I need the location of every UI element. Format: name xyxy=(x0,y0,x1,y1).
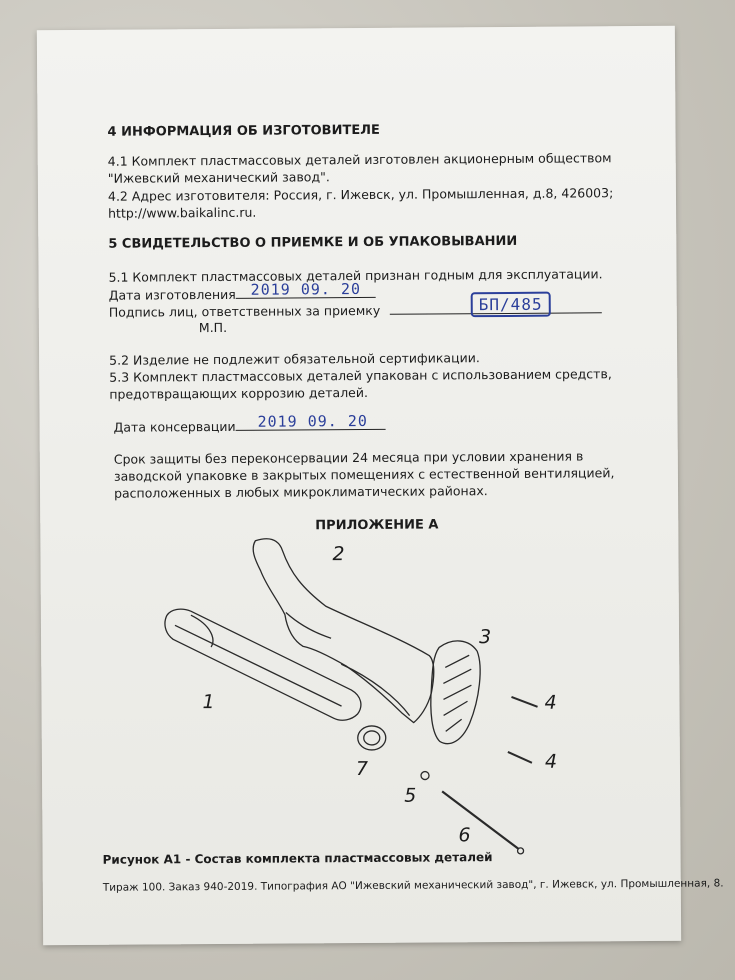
part-2-buttstock xyxy=(253,538,434,724)
part-label-6: 6 xyxy=(458,824,471,847)
part-6-bolt xyxy=(442,791,518,850)
section5-p53-line1: 5.3 Комплект пластмассовых деталей упакован с использованием средств, xyxy=(109,366,612,385)
part-label-1: 1 xyxy=(202,691,215,714)
section5-p51: 5.1 Комплект пластмассовых деталей признан годным для эксплуатации. xyxy=(108,266,603,285)
manufacture-date-stamp: 2019 09. 20 xyxy=(250,279,362,299)
stamp-number: 485 xyxy=(510,294,543,314)
signature-label: Подпись лиц, ответственных за приемку xyxy=(108,302,381,320)
figure-caption: Рисунок А1 - Состав комплекта пластмассовых деталей xyxy=(102,850,493,867)
storage-line1: Срок защиты без переконсервации 24 месяца при условии хранения в xyxy=(113,448,584,467)
conservation-date-stamp: 2019 09. 20 xyxy=(257,411,368,431)
section4-p2-line1: 4.2 Адрес изготовителя: Россия, г. Ижевск, ул. Промышленная, д.8, 426003; xyxy=(107,185,614,204)
section4-p2-line2: http://www.baikalinc.ru. xyxy=(108,204,257,221)
manufacture-date-label: Дата изготовления xyxy=(108,286,236,303)
section4-heading: 4 ИНФОРМАЦИЯ ОБ ИЗГОТОВИТЕЛЕ xyxy=(107,122,380,140)
part-label-4-top: 4 xyxy=(544,691,557,714)
print-footer: Тираж 100. Заказ 940-2019. Типография АО "Ижевский механический завод", г. Ижевск, ул. Промышленная, 8. xyxy=(102,877,724,894)
section4-p1-line2: "Ижевский механический завод". xyxy=(107,169,330,186)
part-label-3: 3 xyxy=(478,626,492,649)
part-label-4-bottom: 4 xyxy=(544,750,558,773)
parts-diagram xyxy=(40,526,680,890)
acceptance-stamp xyxy=(471,292,551,318)
section5-p53-line2: предотвращающих коррозию деталей. xyxy=(109,384,368,402)
part-label-7: 7 xyxy=(355,757,369,781)
stamp-separator: / xyxy=(499,294,511,315)
section5-heading: 5 СВИДЕТЕЛЬСТВО О ПРИЕМКЕ И ОБ УПАКОВЫВАНИИ xyxy=(108,233,518,252)
part-label-5: 5 xyxy=(404,784,417,807)
appendix-title: ПРИЛОЖЕНИЕ А xyxy=(315,517,439,534)
section4-p1-line1: 4.1 Комплект пластмассовых деталей изготовлен акционерным обществом xyxy=(107,150,612,169)
conservation-date-label: Дата консервации xyxy=(113,418,236,435)
part-5-washer xyxy=(421,772,429,780)
part-label-2: 2 xyxy=(332,543,345,566)
storage-line2: заводской упаковке в закрытых помещениях с естественной вентиляцией, xyxy=(113,465,615,484)
section5-p52: 5.2 Изделие не подлежит обязательной сертификации. xyxy=(109,350,480,368)
part-4-screw-top xyxy=(511,697,537,707)
mp-label: М.П. xyxy=(198,319,228,336)
storage-line3: расположенных в любых микроклиматических районах. xyxy=(113,483,488,501)
stamp-text: БП xyxy=(478,295,501,315)
part-4-screw-bottom xyxy=(508,752,532,763)
part-7-ring xyxy=(358,726,386,750)
document-page xyxy=(37,26,724,945)
part-3-buttpad xyxy=(430,641,480,744)
part-1-forend xyxy=(165,608,361,722)
